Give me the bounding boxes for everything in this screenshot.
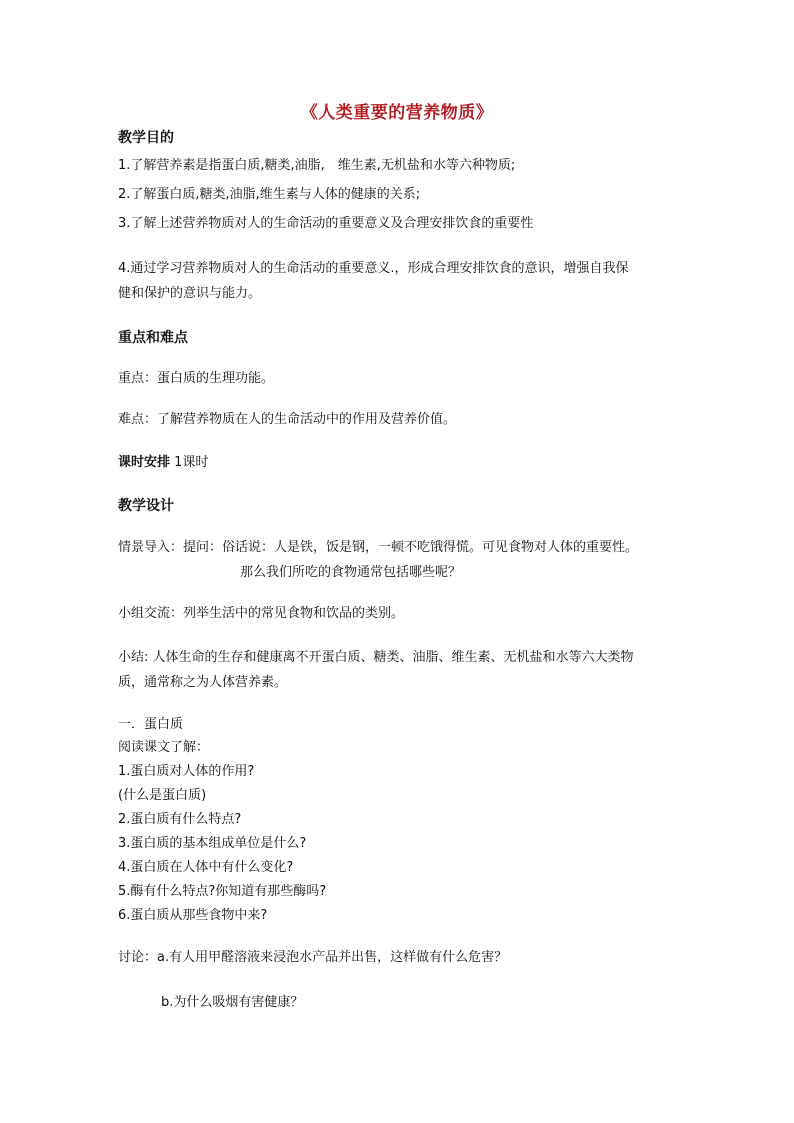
intro-line: 情景导入：提问：俗话说：人是铁，饭是钢，一顿不吃饿得慌。可见食物对人体的重要性。 [118,540,639,555]
document-title: 《人类重要的营养物质》 [300,103,494,123]
design-heading: 教学设计 [118,498,174,514]
question-item: 6.蛋白质从那些食物中来? [118,908,268,923]
discussion-a: 讨论：a.有人用甲醛溶液来浸泡水产品并出售，这样做有什么危害？ [118,950,508,965]
question-item: 4.蛋白质在人体中有什么变化? [118,860,294,875]
objective-item: 1.了解营养素是指蛋白质,糖类,油脂, 维生素,无机盐和水等六种物质; [118,158,516,173]
protein-heading: 一．蛋白质 [118,717,184,732]
question-item: 3.蛋白质的基本组成单位是什么? [118,836,307,851]
summary-line: 质，通常称之为人体营养素。 [118,675,288,690]
objective-item: 4.通过学习营养物质对人的生命活动的重要意义.，形成合理安排饮食的意识，增强自我保 [118,261,629,276]
schedule-line [118,451,208,475]
objective-item: 2.了解蛋白质,糖类,油脂,维生素与人体的健康的关系; [118,187,421,202]
schedule-value: 1课时 [170,455,209,470]
question-item: (什么是蛋白质) [118,788,207,803]
intro-line: 那么我们所吃的食物通常包括哪些呢？ [240,565,462,580]
schedule-heading: 课时安排 [118,455,171,470]
keypoint-difficulty: 难点：了解营养物质在人的生命活动中的作用及营养价值。 [118,412,457,427]
question-item: 1.蛋白质对人体的作用? [118,764,255,779]
discussion-b: b.为什么吸烟有害健康？ [161,995,304,1010]
group-discussion: 小组交流：列举生活中的常见食物和饮品的类别。 [118,606,405,621]
keypoint-focus: 重点：蛋白质的生理功能。 [118,371,275,386]
objectives-heading: 教学目的 [118,130,174,146]
objective-item: 健和保护的意识与能力。 [118,286,262,301]
question-item: 2.蛋白质有什么特点? [118,812,242,827]
objective-item: 3.了解上述营养物质对人的生命活动的重要意义及合理安排饮食的重要性 [118,216,534,231]
reading-instruction: 阅读课文了解： [118,740,210,755]
question-item: 5.酶有什么特点?你知道有那些酶吗? [118,884,327,899]
keypoints-heading: 重点和难点 [118,330,188,346]
summary-line: 小结: 人体生命的生存和健康离不开蛋白质、糖类、油脂、维生素、无机盐和水等六大类物 [118,650,634,665]
